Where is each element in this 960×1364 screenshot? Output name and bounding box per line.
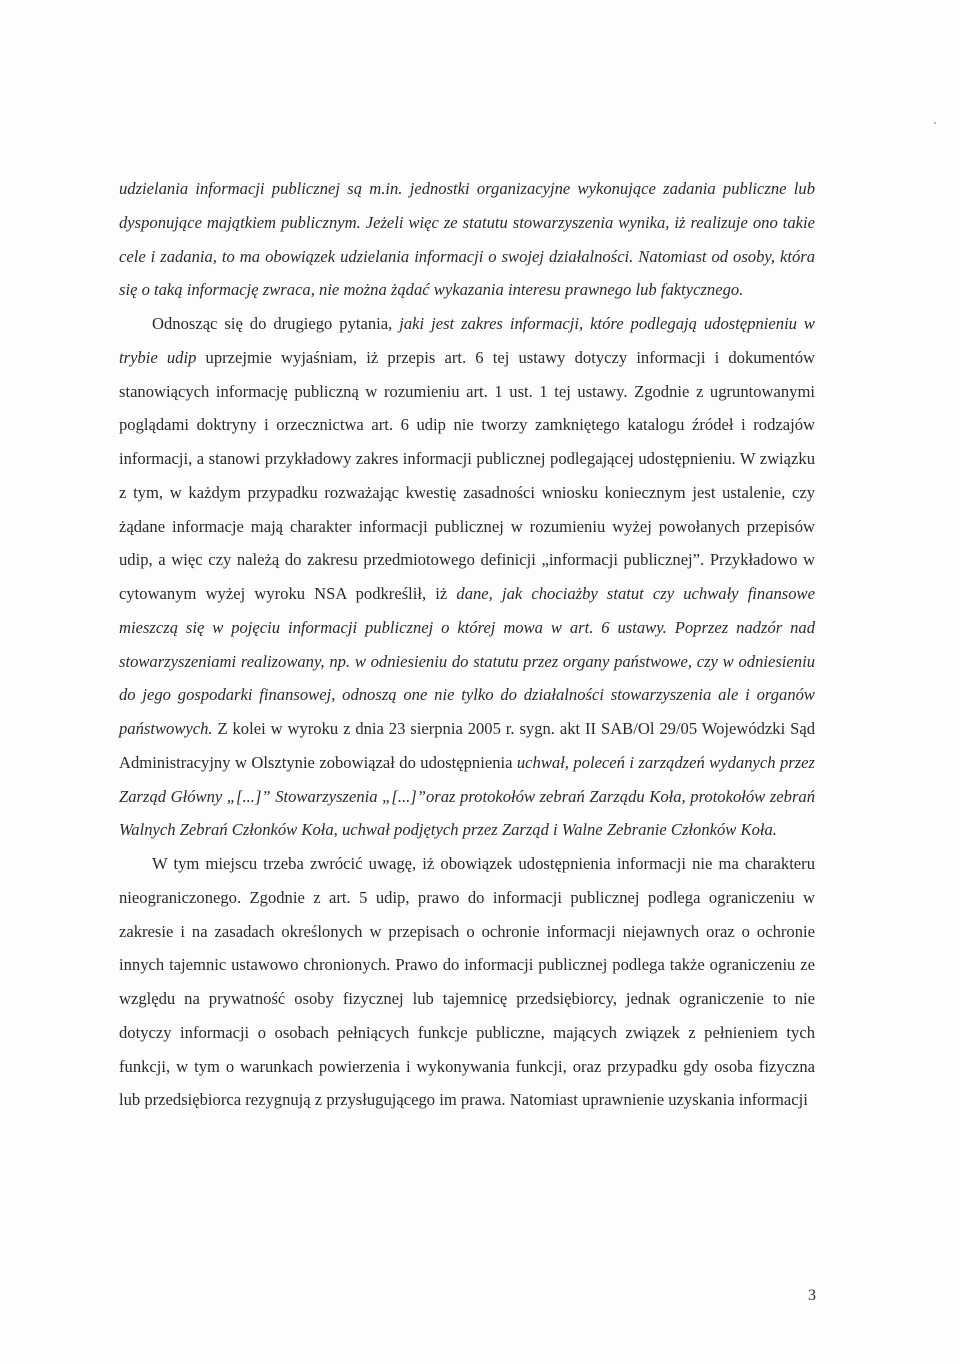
paragraph-2-segment-6: uchwał, poleceń i zarządzeń wydanych przez Zarząd Główny „[...]” Stowarzyszenia „[...]”oraz protokołów zebrań Zarządu Koła, protokołów zebrań Walnych Zebrań Członków Koła, uchwał podjętych przez Zarząd i Walne Zebranie Członków Koła. xyxy=(119,752,815,840)
paragraph-2 xyxy=(119,307,815,847)
paragraph-2-segment-3: uprzejmie wyjaśniam, iż przepis art. 6 tej ustawy dotyczy informacji i dokumentów stanowiących informację publiczną w rozumieniu art. 1 ust. 1 tej ustawy. Zgodnie z ugruntowanymi poglądami doktryny i orzecznictwa art. 6 udip nie tworzy zamkniętego katalogu źródeł i rodzajów informacji, a stanowi przykładowy zakres informacji publicznej podlegającej udostępnieniu. W związku z tym, w każdym przypadku rozważając kwestię zasadności wniosku koniecznym jest ustalenie, czy żądane informacje mają charakter informacji publicznej w rozumieniu wyżej powołanych przepisów udip, a więc czy należą do zakresu przedmiotowego definicji „informacji publicznej”. Przykładowo w cytowanym wyżej wyroku NSA podkreślił, iż xyxy=(119,347,816,603)
paragraph-2-segment-2: jaki jest zakres informacji, które podlegają udostępnieniu w trybie udip xyxy=(119,314,816,367)
paragraph-1 xyxy=(119,172,815,307)
paragraph-2-segment-4: dane, jak chociażby statut czy uchwały finansowe mieszczą się w pojęciu informacji publicznej o której mowa w art. 6 ustawy. Poprzez nadzór nad stowarzyszeniami realizowany, np. w odniesieniu do statutu przez organy państwowe, czy w odniesieniu do jego gospodarki finansowej, odnoszą one nie tylko do działalności stowarzyszenia ale i organów państwowych. xyxy=(119,584,815,738)
paragraph-2-segment-5: Z kolei w wyroku z dnia 23 sierpnia 2005 r. sygn. akt II SAB/Ol 29/05 Wojewódzki Sąd Administracyjny w Olsztynie zobowiązał do udostępnienia xyxy=(119,719,815,772)
scan-speck xyxy=(934,122,936,124)
paragraph-2-segment-1: Odnosząc się do drugiego pytania, xyxy=(152,314,400,333)
paragraph-3-segment-1: W tym miejscu trzeba zwrócić uwagę, iż obowiązek udostępnienia informacji nie ma charakteru nieograniczonego. Zgodnie z art. 5 udip, prawo do informacji publicznej podlega ograniczeniu w zakresie i na zasadach określonych w przepisach o ochronie informacji niejawnych oraz o ochronie innych tajemnic ustawowo chronionych. Prawo do informacji publicznej podlega także ograniczeniu ze względu na prywatność osoby fizycznej lub tajemnicę przedsiębiorcy, jednak ograniczenie to nie dotyczy informacji o osobach pełniących funkcje publiczne, mających związek z pełnieniem tych funkcji, w tym o warunkach powierzenia i wykonywania funkcji, oraz przypadku gdy osoba fizyczna lub przedsiębiorca rezygnują z przysługującego im prawa. Natomiast uprawnienie uzyskania informacji xyxy=(119,854,815,1110)
document-body xyxy=(119,172,815,1117)
page-number: 3 xyxy=(808,1287,816,1304)
paragraph-1-segment-1: udzielania informacji publicznej są m.in. jednostki organizacyjne wykonujące zadania publiczne lub dysponujące majątkiem publicznym. Jeżeli więc ze statutu stowarzyszenia wynika, iż realizuje ono takie cele i zadania, to ma obowiązek udzielania informacji o swojej działalności. Natomiast od osoby, która się o taką informację zwraca, nie można żądać wykazania interesu prawnego lub faktycznego. xyxy=(119,179,815,300)
paragraph-3 xyxy=(119,847,815,1117)
